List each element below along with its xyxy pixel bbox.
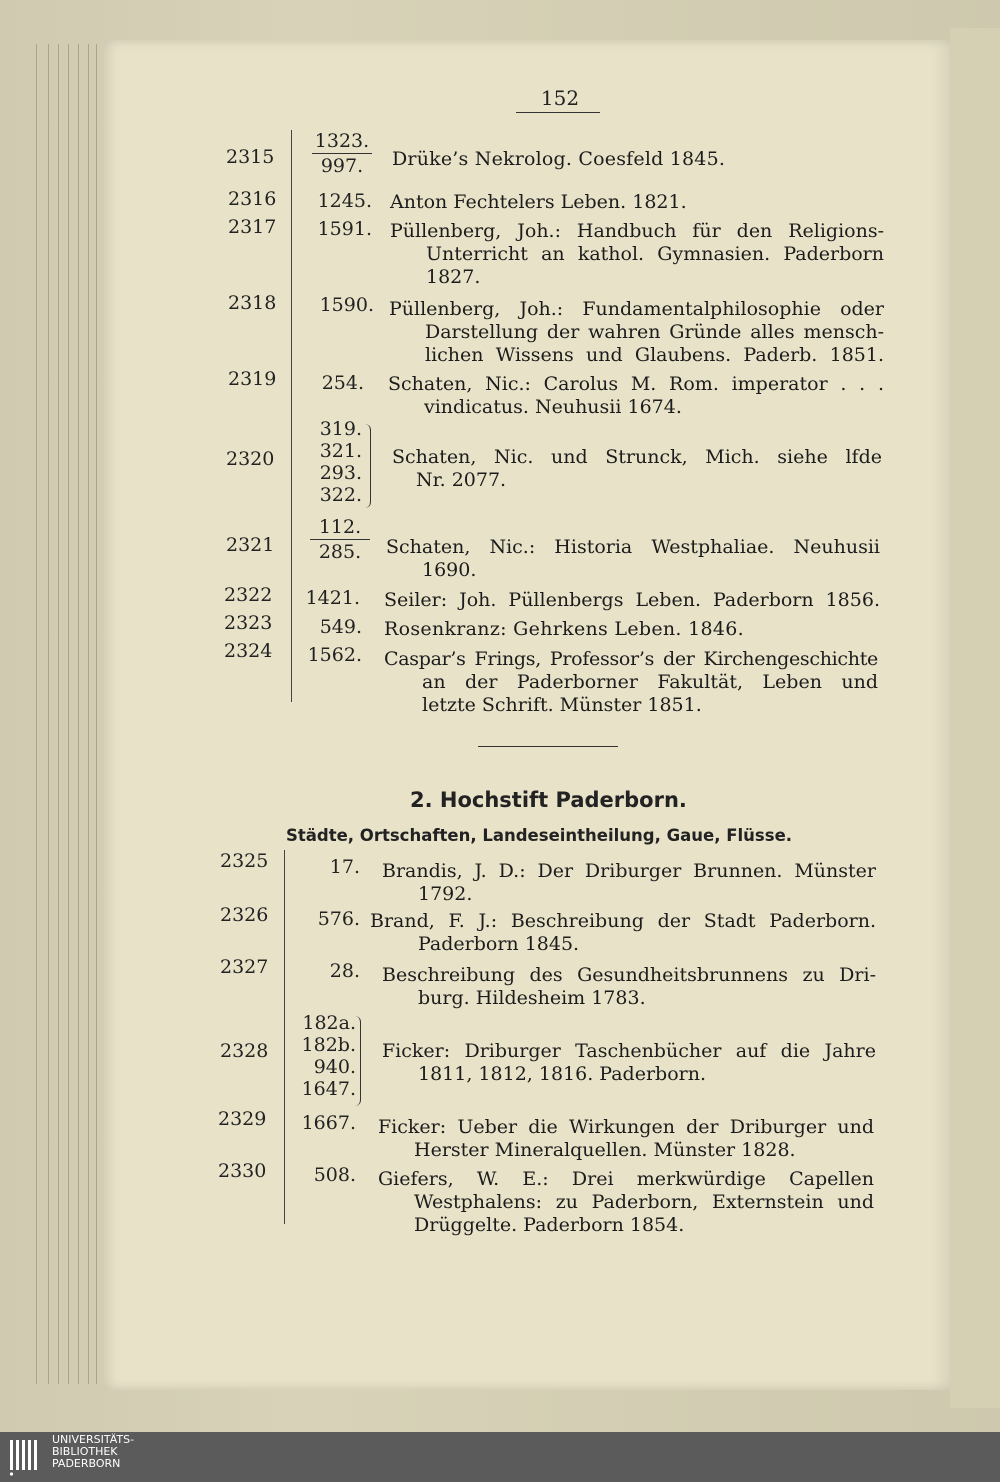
call-number: 576. <box>317 908 360 930</box>
call-number: 1591. <box>317 218 372 240</box>
opposite-page-edge <box>950 28 1000 1408</box>
call-number: 254. <box>321 372 364 394</box>
entry-number: 2315 <box>226 146 275 168</box>
call-number: 293. <box>319 462 362 484</box>
call-number-fraction <box>310 516 370 563</box>
library-footer-bar <box>0 1432 1000 1482</box>
call-number: 322. <box>319 484 362 506</box>
entry-number: 2328 <box>220 1040 269 1062</box>
call-number-bottom: 997. <box>320 155 364 177</box>
entry-line: Westphalens: zu Paderborn, Externstein und <box>414 1191 874 1213</box>
entry-line: letzte Schrift. Münster 1851. <box>422 694 702 716</box>
entry-text <box>388 373 884 419</box>
entry-text <box>382 1040 876 1086</box>
library-name-line: PADERBORN <box>52 1457 121 1470</box>
entry-number: 2326 <box>220 904 269 926</box>
entry-line: vindicatus. Neuhusii 1674. <box>424 396 682 418</box>
call-number: 28. <box>329 960 360 982</box>
brace <box>362 424 371 508</box>
entry-line: Nr. 2077. <box>416 469 507 491</box>
call-number: 1245. <box>317 190 372 212</box>
section-separator <box>478 746 618 747</box>
entry-line: Unterricht an kathol. Gymnasien. Paderborn <box>426 243 884 265</box>
entry-text <box>370 910 876 956</box>
entry-number: 2324 <box>224 640 273 662</box>
entry-text <box>384 648 878 717</box>
entry-line: Herster Mineralquellen. Münster 1828. <box>414 1139 796 1161</box>
page-number-rule <box>516 112 600 113</box>
call-number: 1647. <box>301 1078 356 1100</box>
entry-number: 2321 <box>226 534 275 556</box>
call-number-group <box>298 1012 356 1100</box>
entry-number: 2323 <box>224 612 273 634</box>
call-number-fraction <box>312 130 372 177</box>
entry-line: 1827. <box>426 266 481 288</box>
entry-number: 2320 <box>226 448 275 470</box>
call-number: 182b. <box>301 1034 356 1056</box>
entry-number: 2327 <box>220 956 269 978</box>
call-number: 1562. <box>307 644 362 666</box>
entry-line: Schaten, Nic. und Strunck, Mich. siehe lfde <box>392 446 882 468</box>
entry-line: Ficker: Driburger Taschenbücher auf die Jahre <box>382 1040 876 1062</box>
entry-text <box>386 536 880 582</box>
call-number: 1590. <box>319 294 374 316</box>
entry-line: Anton Fechtelers Leben. 1821. <box>390 191 687 213</box>
entry-line: Caspar’s Frings, Professor’s der Kirchengeschichte <box>384 648 878 670</box>
call-number: 319. <box>319 418 362 440</box>
entry-line: Beschreibung des Gesundheitsbrunnens zu Dri- <box>382 964 876 986</box>
entry-text <box>378 1116 874 1162</box>
call-number: 1667. <box>301 1112 356 1134</box>
call-number: 17. <box>329 856 360 878</box>
entry-line: Püllenberg, Joh.: Handbuch für den Religions- <box>390 220 884 242</box>
call-number-group <box>312 418 362 506</box>
entry-number: 2322 <box>224 584 273 606</box>
entry-number: 2317 <box>228 216 277 238</box>
entry-text <box>389 298 884 367</box>
call-number: 940. <box>313 1056 356 1078</box>
entry-number: 2318 <box>228 292 277 314</box>
call-number-top: 1323. <box>312 130 372 154</box>
entry-line: Drüggelte. Paderborn 1854. <box>414 1214 685 1236</box>
entry-line: Giefers, W. E.: Drei merkwürdige Capellen <box>378 1168 874 1190</box>
entry-line: 1690. <box>422 559 477 581</box>
section-title: 2. Hochstift Paderborn. <box>410 788 687 812</box>
entry-line: Drüke’s Nekrolog. Coesfeld 1845. <box>392 148 726 170</box>
entry-line: Darstellung der wahren Gründe alles mensch- <box>425 321 884 343</box>
call-number: 182a. <box>302 1012 356 1034</box>
call-number: 321. <box>319 440 362 462</box>
library-name <box>52 1434 134 1470</box>
entry-line: Püllenberg, Joh.: Fundamentalphilosophie oder <box>389 298 884 320</box>
entry-text <box>390 191 880 214</box>
entry-line: burg. Hildesheim 1783. <box>418 987 646 1009</box>
entry-text <box>392 446 882 492</box>
entry-line: 1811, 1812, 1816. Paderborn. <box>418 1063 707 1085</box>
call-number-top: 112. <box>310 516 370 540</box>
entry-text <box>392 148 882 171</box>
entry-number: 2319 <box>228 368 277 390</box>
call-number: 1421. <box>305 587 360 609</box>
entry-line: Paderborn 1845. <box>418 933 580 955</box>
library-logo-icon <box>8 1436 38 1476</box>
library-name-line: UNIVERSITÄTS- <box>52 1433 135 1446</box>
entry-line: 1792. <box>418 883 473 905</box>
entry-line: Ficker: Ueber die Wirkungen der Driburger und <box>378 1116 874 1138</box>
page-number: 152 <box>540 86 580 110</box>
entry-line: Seiler: Joh. Püllenbergs Leben. Paderborn 1856. <box>384 589 880 611</box>
entry-number: 2325 <box>220 850 269 872</box>
entry-line: Schaten, Nic.: Carolus M. Rom. imperator . . . <box>388 373 884 395</box>
entry-number: 2329 <box>218 1108 267 1130</box>
entry-text <box>382 860 876 906</box>
entry-number: 2316 <box>228 188 277 210</box>
entry-line: an der Paderborner Fakultät, Leben und <box>422 671 878 693</box>
entry-line: lichen Wissens und Glaubens. Paderb. 1851. <box>425 344 884 366</box>
entry-text <box>382 964 876 1010</box>
section-subtitle: Städte, Ortschaften, Landeseintheilung, Gaue, Flüsse. <box>286 826 793 845</box>
call-number-bottom: 285. <box>318 541 362 563</box>
entry-text <box>390 220 884 289</box>
call-number: 549. <box>319 616 362 638</box>
call-number: 508. <box>313 1164 356 1186</box>
entry-text <box>384 618 880 641</box>
entry-line: Brand, F. J.: Beschreibung der Stadt Paderborn. <box>370 910 876 932</box>
entry-text <box>378 1168 874 1237</box>
entry-line: Brandis, J. D.: Der Driburger Brunnen. Münster <box>382 860 876 882</box>
brace <box>352 1016 361 1106</box>
entry-text <box>384 589 880 612</box>
entry-line: Schaten, Nic.: Historia Westphaliae. Neuhusii <box>386 536 880 558</box>
library-name-line: BIBLIOTHEK <box>52 1445 118 1458</box>
entry-line: Rosenkranz: Gehrkens Leben. 1846. <box>384 618 744 640</box>
entry-number: 2330 <box>218 1160 267 1182</box>
